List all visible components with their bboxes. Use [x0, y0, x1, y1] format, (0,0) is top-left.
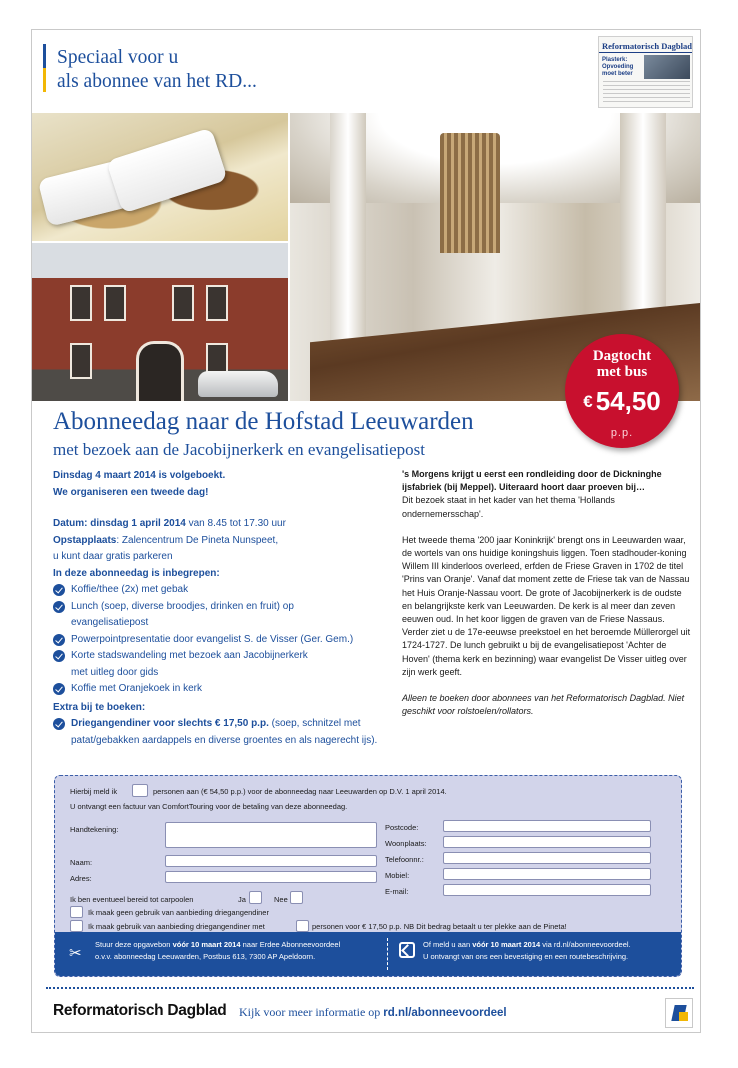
departure-line: Opstapplaats: Zalencentrum De Pineta Nunspeet, — [53, 534, 279, 546]
registration-form — [54, 775, 682, 977]
photo-building — [32, 243, 288, 401]
date-line: Datum: dinsdag 1 april 2014 van 8.45 tot 17.30 uur — [53, 518, 286, 529]
postcode-field[interactable] — [443, 820, 651, 832]
carpool-no-label: Nee — [274, 895, 288, 904]
email-label: E-mail: — [385, 887, 409, 896]
email-field[interactable] — [443, 884, 651, 896]
address-field[interactable] — [165, 871, 377, 883]
check-icon — [53, 683, 65, 695]
dinner-persons-input[interactable] — [296, 920, 309, 932]
mobile-field[interactable] — [443, 868, 651, 880]
check-icon — [53, 601, 65, 613]
cursor-icon — [399, 942, 415, 958]
restriction-paragraph: Alleen te boeken door abonnees van het Reformatorisch Dagblad. Niet geschikt voor rolstoelen/rollators. — [402, 693, 685, 717]
list-item: Koffie/thee (2x) met gebak — [53, 582, 393, 599]
currency-symbol: € — [583, 392, 593, 411]
header-line-2: als abonnee van het RD... — [57, 71, 257, 92]
signature-label: Handtekening: — [70, 825, 119, 834]
mail-instructions: Stuur deze opgavebon vóór 10 maart 2014 naar Erdee Abonneevoordeel o.v.v. abonneedag Leeuwarden, Postbus 613, 7300 AP Apeldoorn. — [95, 940, 341, 961]
dinner-checkbox[interactable] — [70, 920, 83, 932]
parked-car — [198, 371, 278, 397]
no-dinner-label: Ik maak geen gebruik van aanbieding driegangendiner — [88, 908, 269, 917]
newspaper-photo — [644, 55, 690, 79]
check-icon — [53, 718, 65, 730]
footer-brand: Reformatorisch Dagblad — [53, 1002, 227, 1019]
fully-booked-notice: Dinsdag 4 maart 2014 is volgeboekt. — [53, 470, 226, 481]
online-instructions: Of meld u aan vóór 10 maart 2014 via rd.nl/abonneevoordeel. U ontvangt van ons een bevestiging en een routebeschrijving. — [423, 940, 631, 961]
price-value: 54,50 — [595, 386, 661, 416]
address-label: Adres: — [70, 874, 92, 883]
dotted-divider — [46, 987, 694, 989]
price-badge — [565, 334, 679, 448]
badge-price — [565, 386, 679, 417]
no-dinner-checkbox[interactable] — [70, 906, 83, 918]
name-field[interactable] — [165, 855, 377, 867]
form-intro-a: Hierbij meld ik — [70, 787, 118, 796]
city-label: Woonplaats: — [385, 839, 427, 848]
extra-heading: Extra bij te boeken: — [53, 701, 146, 713]
footer-url[interactable]: rd.nl/abonneevoordeel — [383, 1007, 507, 1019]
form-intro-b: personen aan (€ 54,50 p.p.) voor de abonneedag naar Leeuwarden op D.V. 1 april 2014. — [153, 787, 447, 796]
right-column — [402, 468, 692, 731]
footer-divider — [387, 938, 388, 970]
list-item: Powerpointpresentatie door evangelist S. de Visser (Ger. Gem.) — [53, 632, 393, 649]
intro-paragraph: 's Morgens krijgt u eerst een rondleiding door de Dickninghe ijsfabriek (bij Meppel). Uiteraard hoort daar proeven bij… Dit bezoek staat in het kader van het thema 'Hollands ondernemersschap'. — [402, 469, 662, 519]
left-column — [53, 468, 393, 749]
newspaper-thumbnail — [598, 36, 693, 108]
carpool-label: Ik ben eventueel bereid tot carpoolen — [70, 895, 194, 904]
advertisement-page — [31, 29, 701, 1033]
form-submit-info — [55, 932, 681, 976]
check-icon — [53, 584, 65, 596]
header-title — [57, 46, 257, 94]
rd-logo-icon — [665, 998, 693, 1028]
phone-field[interactable] — [443, 852, 651, 864]
carpool-no-checkbox[interactable] — [290, 891, 303, 904]
ice-cream-tub — [106, 127, 228, 213]
building-window — [206, 285, 228, 321]
postcode-label: Postcode: — [385, 823, 419, 832]
check-icon — [53, 634, 65, 646]
building-window — [172, 285, 194, 321]
signature-field[interactable] — [165, 822, 377, 848]
history-paragraph: Het tweede thema '200 jaar Koninkrijk' brengt ons in Leeuwarden waar, de wortels van ons huidige koningshuis liggen. Toen stadhouder-koning Willem III kinderloos overleed, erfden de Friese Graven in 1702 de titel 'Prins van Oranje'. Vanaf dat moment zette de Friese tak van de Nassau het Huis Oranje-Nassau voort. De grote of Jacobijnerkerk is de oudste en belangrijkste kerk van Leeuwarden. De kerk is al meer dan zeven eeuwen oud. In het koor liggen de graven van de Friese Nassaus. Verder ziet u de 17e-eeuwse preekstoel en het beroemde Müllerorgel uit 1724-1727. De lunch gebruikt u bij de evangelisatiepost 'Achter de Hoven' (thema kerk en bezinning) waar evangelist De Visser uitleg over zijn werk geeft. — [402, 534, 691, 677]
main-title: Abonneedag naar de Hofstad Leeuwarden — [53, 408, 474, 435]
parking-line: u kunt daar gratis parkeren — [53, 551, 173, 562]
badge-line-1: Dagtocht — [592, 348, 652, 364]
newspaper-headline: Plasterk: Opvoeding moet beter — [602, 57, 634, 77]
building-window — [70, 343, 92, 379]
footer-info: Kijk voor meer informatie op rd.nl/abonneevoordeel — [239, 1005, 507, 1019]
dinner-label: Ik maak gebruik van aanbieding driegangendiner met — [88, 922, 265, 931]
badge-per-person: p.p. — [610, 427, 634, 439]
list-item: Koffie met Oranjekoek in kerk — [53, 681, 393, 698]
header-line-1: Speciaal voor u — [57, 47, 179, 68]
form-invoice-note: U ontvangt een factuur van ComfortTouring voor de betaling van deze abonneedag. — [70, 802, 348, 811]
newspaper-masthead: Reformatorisch Dagblad — [599, 37, 692, 53]
header-accent-bar — [43, 44, 46, 92]
badge-line-2: met bus — [596, 364, 648, 380]
included-heading: In deze abonneedag is inbegrepen: — [53, 567, 220, 579]
dinner-note: personen voor € 17,50 p.p. NB Dit bedrag betaalt u ter plekke aan de Pineta! — [312, 922, 567, 931]
carpool-yes-checkbox[interactable] — [249, 891, 262, 904]
building-window — [104, 285, 126, 321]
phone-label: Telefoonnr.: — [385, 855, 424, 864]
building-window — [70, 285, 92, 321]
carpool-yes-label: Ja — [238, 895, 246, 904]
photo-ice-cream — [32, 113, 288, 241]
persons-count-input[interactable] — [132, 784, 148, 797]
name-label: Naam: — [70, 858, 93, 867]
subtitle: met bezoek aan de Jacobijnerkerk en evangelisatiepost — [53, 440, 425, 459]
city-field[interactable] — [443, 836, 651, 848]
list-item: Lunch (soep, diverse broodjes, drinken en fruit) op evangelisatiepost — [53, 599, 393, 632]
scissors-icon: ✂ — [69, 945, 82, 962]
check-icon — [53, 650, 65, 662]
second-day-notice: We organiseren een tweede dag! — [53, 486, 209, 498]
building-door — [136, 341, 184, 401]
list-item: Korte stadswandeling met bezoek aan Jacobijnerkerk met uitleg door gids — [53, 648, 393, 681]
church-organ — [440, 133, 500, 253]
newspaper-text-lines — [603, 81, 690, 105]
mobile-label: Mobiel: — [385, 871, 410, 880]
list-item: Driegangendiner voor slechts € 17,50 p.p. (soep, schnitzel met patat/gebakken aardappels en diverse groentes en als nagerecht ijs). — [53, 716, 393, 749]
